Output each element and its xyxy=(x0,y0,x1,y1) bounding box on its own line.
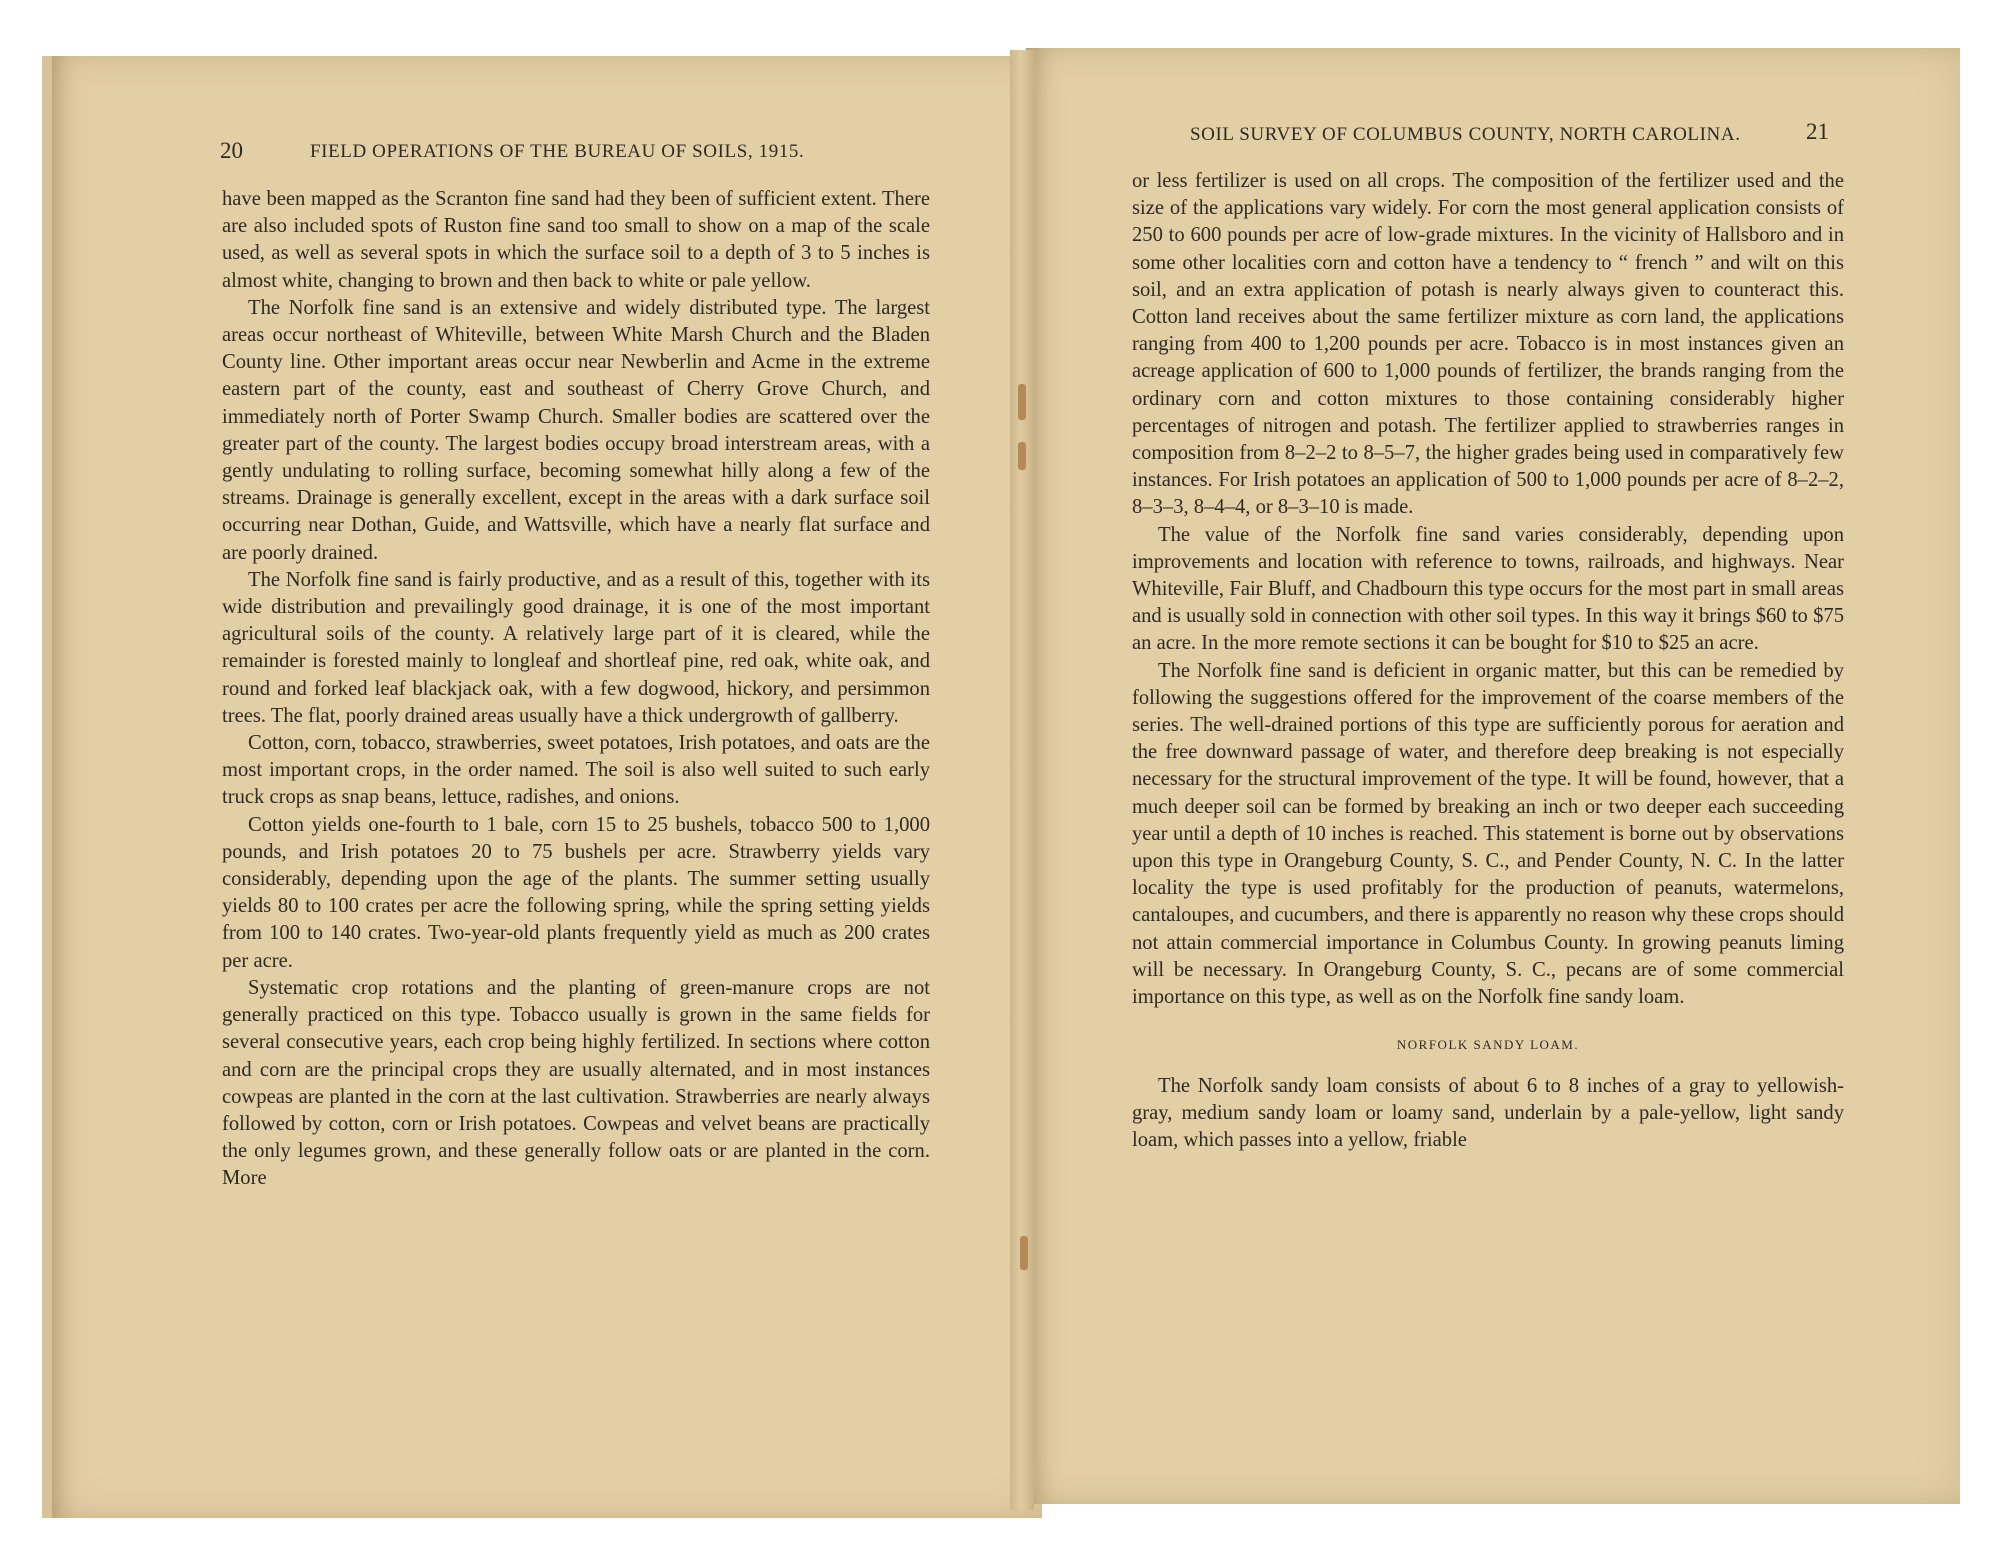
left-page-number: 20 xyxy=(220,138,243,163)
right-page-body xyxy=(1132,168,1844,1154)
section-heading: NORFOLK SANDY LOAM. xyxy=(1396,1037,1580,1053)
binding-thread xyxy=(1018,442,1026,470)
right-running-header: SOIL SURVEY OF COLUMBUS COUNTY, NORTH CAROLINA. xyxy=(1190,124,1741,145)
paragraph: Systematic crop rotations and the planting of green-manure crops are not generally practiced on this type. Tobacco usually is grown in the same fields for several consecutive years, each crop being highly fertilized. In sections where cotton and corn are the principal crops they are usually alternated, and in most instances cowpeas are planted in the corn at the last cultivation. Strawberries are nearly always followed by cotton, corn or Irish potatoes. Cowpeas and velvet beans are practically the only legumes grown, and these generally follow oats or are planted in the corn. More xyxy=(222,976,930,1190)
paragraph: The value of the Norfolk fine sand varies considerably, depending upon improvements and location with reference to towns, railroads, and highways. Near Whiteville, Fair Bluff, and Chadbourn this type occurs for the most part in small areas and is usually sold in connection with other soil types. In this way it brings $60 to $75 an acre. In the more remote sections it can be bought for $10 to $25 an acre. xyxy=(1132,523,1844,655)
binding-gutter xyxy=(1010,50,1034,1510)
binding-thread xyxy=(1018,384,1026,420)
paragraph: The Norfolk fine sand is an extensive and widely distributed type. The largest areas occur northeast of Whiteville, between White Marsh Church and the Bladen County line. Other important areas occur near Newberlin and Acme in the extreme eastern part of the county, east and southeast of Cherry Grove Church, and immediately north of Porter Swamp Church. Smaller bodies are scattered over the greater part of the county. The largest bodies occupy broad interstream areas, with a gently undulating to rolling surface, becoming somewhat hilly along a few of the streams. Drainage is generally excellent, except in the areas with a dark surface soil occurring near Dothan, Guide, and Wattsville, which have a nearly flat surface and are poorly drained. xyxy=(222,296,930,564)
paragraph: The Norfolk sandy loam consists of about 6 to 8 inches of a gray to yellowish-gray, medium sandy loam or loamy sand, underlain by a pale-yellow, light sandy loam, which passes into a yellow, friable xyxy=(1132,1074,1844,1151)
paragraph: or less fertilizer is used on all crops. The composition of the fertilizer used and the size of the applications vary widely. For corn the most general application consists of 250 to 600 pounds per acre of low-grade mixtures. In the vicinity of Hallsboro and in some other localities corn and cotton have a tendency to “ french ” and wilt on this soil, and an extra application of potash is nearly always given to counteract this. Cotton land receives about the same fertilizer mixture as corn land, the applications ranging from 400 to 1,200 pounds per acre. Tobacco is in most instances given an acreage application of 600 to 1,000 pounds of fertilizer, the brands ranging from the ordinary corn and cotton mixtures to those containing considerably higher percentages of nitrogen and potash. The fertilizer applied to strawberries ranges in composition from 8–2–2 to 8–5–7, the higher grades being used in comparatively few instances. For Irish potatoes an application of 500 to 1,000 pounds per acre of 8–2–2, 8–3–3, 8–4–4, or 8–3–10 is made. xyxy=(1132,170,1844,519)
left-page-body xyxy=(222,186,930,1193)
paragraph: The Norfolk fine sand is fairly productive, and as a result of this, together with its wide distribution and prevailingly good drainage, it is one of the most important agricultural soils of the county. A relatively large part of it is cleared, while the remainder is forested mainly to longleaf and shortleaf pine, red oak, white oak, and round and forked leaf blackjack oak, with a few dogwood, hickory, and persimmon trees. The flat, poorly drained areas usually have a thick undergrowth of gallberry. xyxy=(222,568,930,727)
left-running-header: FIELD OPERATIONS OF THE BUREAU OF SOILS, 1915. xyxy=(310,141,805,162)
right-page-number: 21 xyxy=(1806,119,1829,144)
paragraph: The Norfolk fine sand is deficient in organic matter, but this can be remedied by following the suggestions offered for the improvement of the coarse members of the series. The well-drained portions of this type are sufficiently porous for aeration and the free downward passage of water, and therefore deep breaking is not especially necessary for the structural improvement of the type. It will be found, however, that a much deeper soil can be formed by breaking an inch or two deeper each succeeding year until a depth of 10 inches is reached. This statement is borne out by observations upon this type in Orangeburg County, S. C., and Pender County, N. C. In the latter locality the type is used profitably for the production of peanuts, watermelons, cantaloupes, and cucumbers, and there is apparently no reason why these crops should not attain commercial importance in Columbus County. In growing peanuts liming will be necessary. In Orangeburg County, S. C., pecans are of some commercial importance on this type, as well as on the Norfolk fine sandy loam. xyxy=(1132,659,1844,1009)
paragraph: have been mapped as the Scranton fine sand had they been of sufficient extent. There are also included spots of Ruston fine sand too small to show on a map of the scale used, as well as several spots in which the surface soil to a depth of 3 to 5 inches is almost white, changing to brown and then back to white or pale yellow. xyxy=(222,188,930,292)
paragraph: Cotton, corn, tobacco, strawberries, sweet potatoes, Irish potatoes, and oats are the most important crops, in the order named. The soil is also well suited to such early truck crops as snap beans, lettuce, radishes, and onions. xyxy=(222,732,930,809)
binding-thread xyxy=(1020,1236,1028,1270)
paragraph: Cotton yields one-fourth to 1 bale, corn 15 to 25 bushels, tobacco 500 to 1,000 pounds, and Irish potatoes 20 to 75 bushels per acre. Strawberry yields vary considerably, depending upon the age of the plants. The summer setting usually yields 80 to 100 crates per acre the following spring, while the spring setting yields from 100 to 140 crates. Two-year-old plants frequently yield as much as 200 crates per acre. xyxy=(222,813,930,972)
